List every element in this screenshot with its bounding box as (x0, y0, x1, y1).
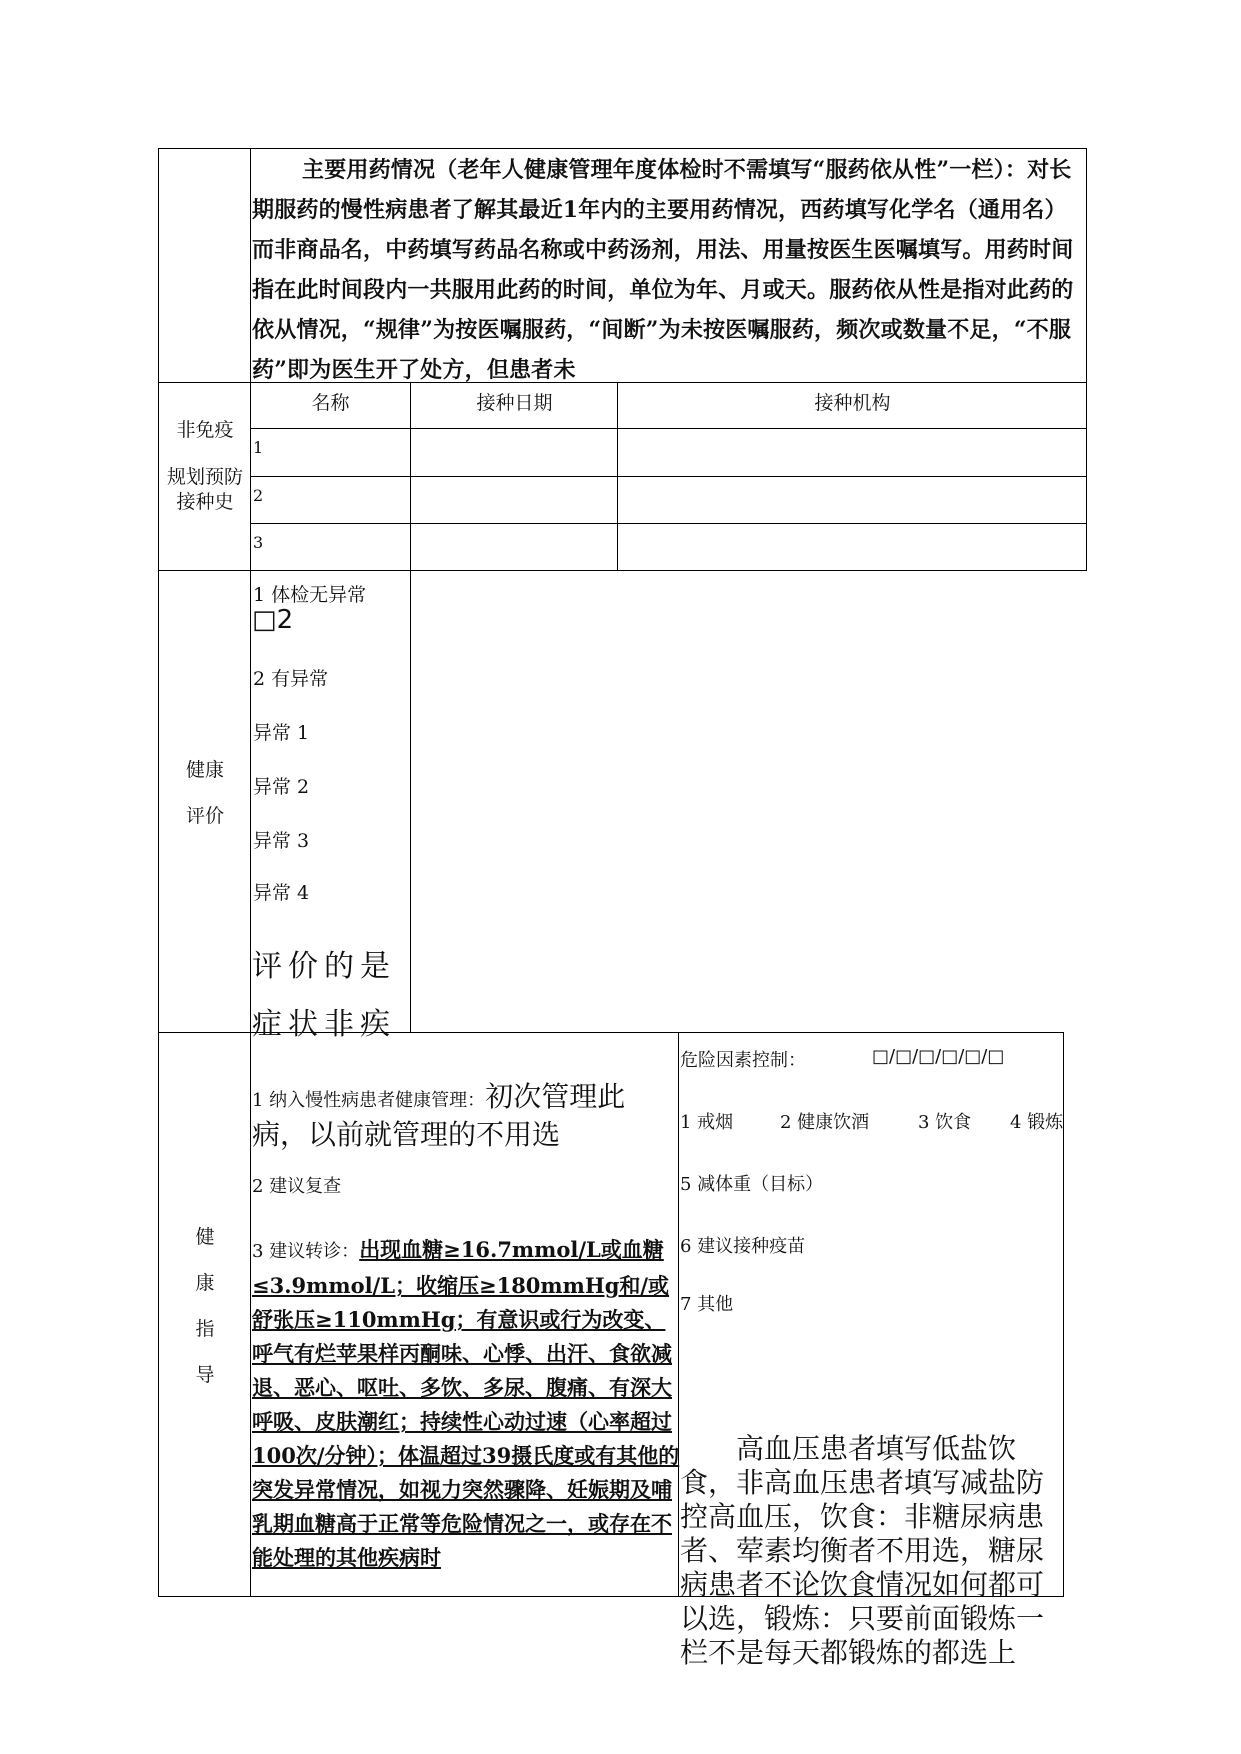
guidance-item3-label: 3 建议转诊： (252, 1241, 360, 1262)
risk-item-healthy-drinking[interactable]: 2 健康饮酒 (780, 1112, 870, 1133)
guidance-item3[interactable] (252, 1233, 680, 1601)
evaluation-label-line2: 评价 (185, 805, 224, 827)
vaccination-label-line1: 非免疫 (176, 419, 234, 441)
risk-item-other[interactable]: 7 其他 (680, 1294, 734, 1315)
guidance-item1[interactable] (252, 1080, 678, 1152)
guidance-label-char: 健 (195, 1226, 215, 1248)
guidance-label-char: 导 (195, 1364, 215, 1386)
risk-items-row (680, 1108, 1062, 1138)
medication-instructions (252, 150, 1088, 383)
guidance-item1-note: 初次管理此病，以前就管理的不用选 (252, 1080, 626, 1151)
table-left-border (158, 148, 159, 1596)
eval-item-abnormal: 2 有异常 (253, 668, 329, 690)
vac-col-divider-1 (410, 382, 411, 570)
evaluation-note: 评价的是症状非疾 (252, 949, 396, 1042)
risk-control-checkboxes[interactable]: □/□/□/□/□/□ (872, 1046, 1005, 1067)
table-top-border (158, 148, 1087, 149)
vac-header-bottom (250, 428, 1087, 429)
vac-header-name: 名称 (311, 392, 350, 414)
guidance-label-char: 康 (195, 1272, 215, 1294)
eval-checkbox[interactable]: □2 (252, 605, 294, 635)
guidance-label-char: 指 (195, 1318, 215, 1340)
risk-item-diet[interactable]: 3 饮食 (918, 1112, 972, 1133)
risk-control-note (680, 1432, 1064, 1669)
abnormal-item: 异常 3 (253, 830, 310, 852)
vac-row2-bottom (250, 523, 1087, 524)
vac-col-divider-2 (617, 382, 618, 570)
label-column-divider (250, 148, 251, 1596)
eval-item-normal: 1 体检无异常 (253, 584, 367, 606)
vac-header-date: 接种日期 (476, 392, 553, 414)
guidance-item1-label: 1 纳入慢性病患者健康管理： (252, 1090, 486, 1111)
vaccination-label-line3: 接种史 (176, 491, 234, 513)
vac-header-institution: 接种机构 (814, 392, 891, 414)
row2-bottom-border (158, 570, 1087, 571)
guidance-item2[interactable]: 2 建议复查 (252, 1176, 342, 1197)
risk-control-label: 危险因素控制： (680, 1050, 806, 1071)
risk-item-weight-loss[interactable]: 5 减体重（目标） (680, 1174, 824, 1195)
vac-row1-bottom (250, 476, 1087, 477)
abnormal-item: 异常 2 (253, 776, 310, 798)
abnormal-item: 异常 1 (253, 722, 310, 744)
guidance-item3-detail: 出现血糖≥16.7mmol/L或血糖≤3.9mmol/L；收缩压≥180mmHg和/或舒张压≥110mmHg；有意识或行为改变、呼气有烂苹果样丙酮味、心悸、出汗、食欲减退、恶心、呕吐、多饮、多尿、腹痛、有深大呼吸、皮肤潮红；持续性心动过速（心率超过100次/分钟）；体温超过39摄氏度或有其他的突发异常情况，如视力突然骤降、妊娠期及哺乳期血糖高于正常等危险情况之一，或存在不能处理的其他疾病时 (252, 1237, 680, 1570)
vac-row-number: 3 (253, 533, 264, 552)
risk-item-quit-smoking[interactable]: 1 戒烟 (680, 1112, 734, 1133)
risk-item-vaccination[interactable]: 6 建议接种疫苗 (680, 1236, 806, 1257)
abnormal-item: 异常 4 (253, 882, 310, 904)
vaccination-label-line2: 规划预防 (166, 466, 243, 488)
medication-instructions-text: 主要用药情况（老年人健康管理年度体检时不需填写“服药依从性”一栏）：对长期服药的慢性病患者了解其最近1年内的主要用药情况，西药填写化学名（通用名）而非商品名，中药填写药品名称或中药汤剂，用法、用量按医生医嘱填写。用药时间指在此时间段内一共服用此药的时间，单位为年、月或天。服药依从性是指对此药的依从情况，“规律”为按医嘱服药，“间断”为未按医嘱服药，频次或数量不足，“不服药”即为医生开了处方，但患者未 (252, 157, 1074, 383)
risk-item-exercise[interactable]: 4 锻炼 (1010, 1112, 1064, 1133)
risk-control-note-text: 高血压患者填写低盐饮食，非高血压患者填写减盐防控高血压，饮食：非糖尿病患者、荤素均衡者不用选，糖尿病患者不论饮食情况如何都可以选，锻炼：只要前面锻炼一栏不是每天都锻炼的都选上 (680, 1432, 1045, 1669)
evaluation-label-line1: 健康 (185, 759, 224, 781)
vac-row-number: 2 (253, 486, 264, 505)
vac-row-number: 1 (253, 438, 264, 457)
